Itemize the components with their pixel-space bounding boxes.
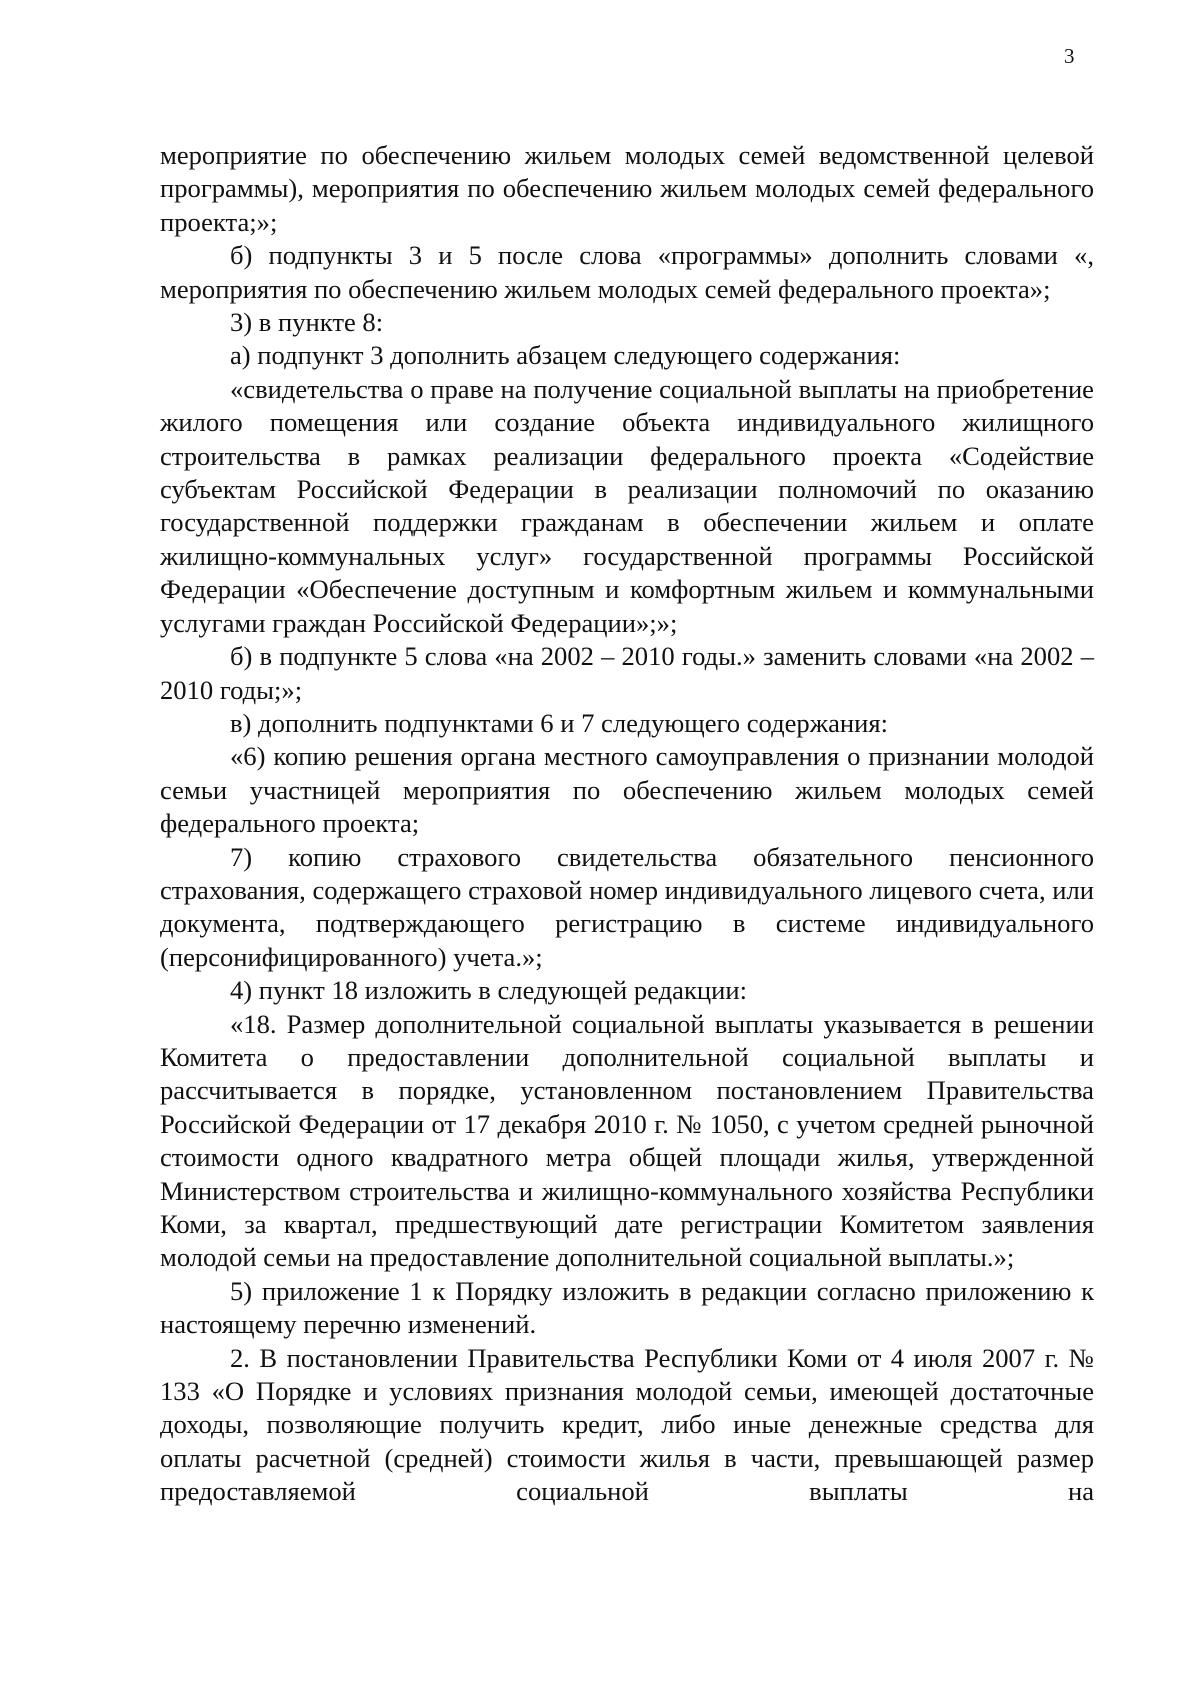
paragraph: а) подпункт 3 дополнить абзацем следующего содержания: — [230, 340, 901, 371]
paragraph: 7) копию страхового свидетельства обязательного пенсионного страхования, содержащего страховой номер индивидуального лицевого счета, или документа, подтверждающего регистрацию в системе индивидуального (персонифицированного) учета.»; — [160, 841, 1094, 972]
paragraph: «18. Размер дополнительной социальной выплаты указывается в решении Комитета о предоставлении дополнительной социальной выплаты и рассчитывается в порядке, установленном постановлением Правительства Российской Федерации от 17 декабря 2010 г. № 1050, с учетом средней рыночной стоимости одного квадратного метра общей площади жилья, утвержденной Министерством строительства и жилищно-коммунального хозяйства Республики Коми, за квартал, предшествующий дате регистрации Комитетом заявления молодой семьи на предоставление дополнительной социальной выплаты.»; — [160, 1008, 1094, 1273]
paragraph: в) дополнить подпунктами 6 и 7 следующего содержания: — [230, 707, 888, 738]
paragraph: 5) приложение 1 к Порядку изложить в редакции согласно приложению к настоящему перечню изменений. — [160, 1275, 1094, 1340]
paragraph: «6) копию решения органа местного самоуправления о признании молодой семьи участницей мероприятия по обеспечению жильем молодых семей федерального проекта; — [160, 741, 1094, 839]
document-body — [160, 139, 1094, 1509]
paragraph: 3) в пункте 8: — [230, 307, 384, 338]
paragraph: «свидетельства о праве на получение социальной выплаты на приобретение жилого помещения или создание объекта индивидуального жилищного строительства в рамках реализации федерального проекта «Содействие субъектам Российской Федерации в реализации полномочий по оказанию государственной поддержки гражданам в обеспечении жильем и оплате жилищно-коммунальных услуг» государственной программы Российской Федерации «Обеспечение доступным и комфортным жильем и коммунальными услугами граждан Российской Федерации»;»; — [160, 373, 1094, 638]
paragraph: 4) пункт 18 изложить в следующей редакции: — [230, 975, 747, 1006]
paragraph: мероприятие по обеспечению жильем молодых семей ведомственной целевой программы), мероприятия по обеспечению жильем молодых семей федерального проекта;»; — [160, 140, 1094, 237]
paragraph: 2. В постановлении Правительства Республики Коми от 4 июля 2007 г. № 133 «О Порядке и условиях признания молодой семьи, имеющей достаточные доходы, позволяющие получить кредит, либо иные денежные средства для оплаты расчетной (средней) стоимости жилья в части, превышающей размер предоставляемой социальной выплаты на — [160, 1342, 1094, 1507]
paragraph: б) в подпункте 5 слова «на 2002 – 2010 годы.» заменить словами «на 2002 – 2010 годы;»; — [160, 641, 1094, 705]
page-number: 3 — [1064, 44, 1075, 68]
paragraph: б) подпункты 3 и 5 после слова «программы» дополнить словами «, мероприятия по обеспечению жильем молодых семей федерального проекта»; — [160, 240, 1094, 304]
